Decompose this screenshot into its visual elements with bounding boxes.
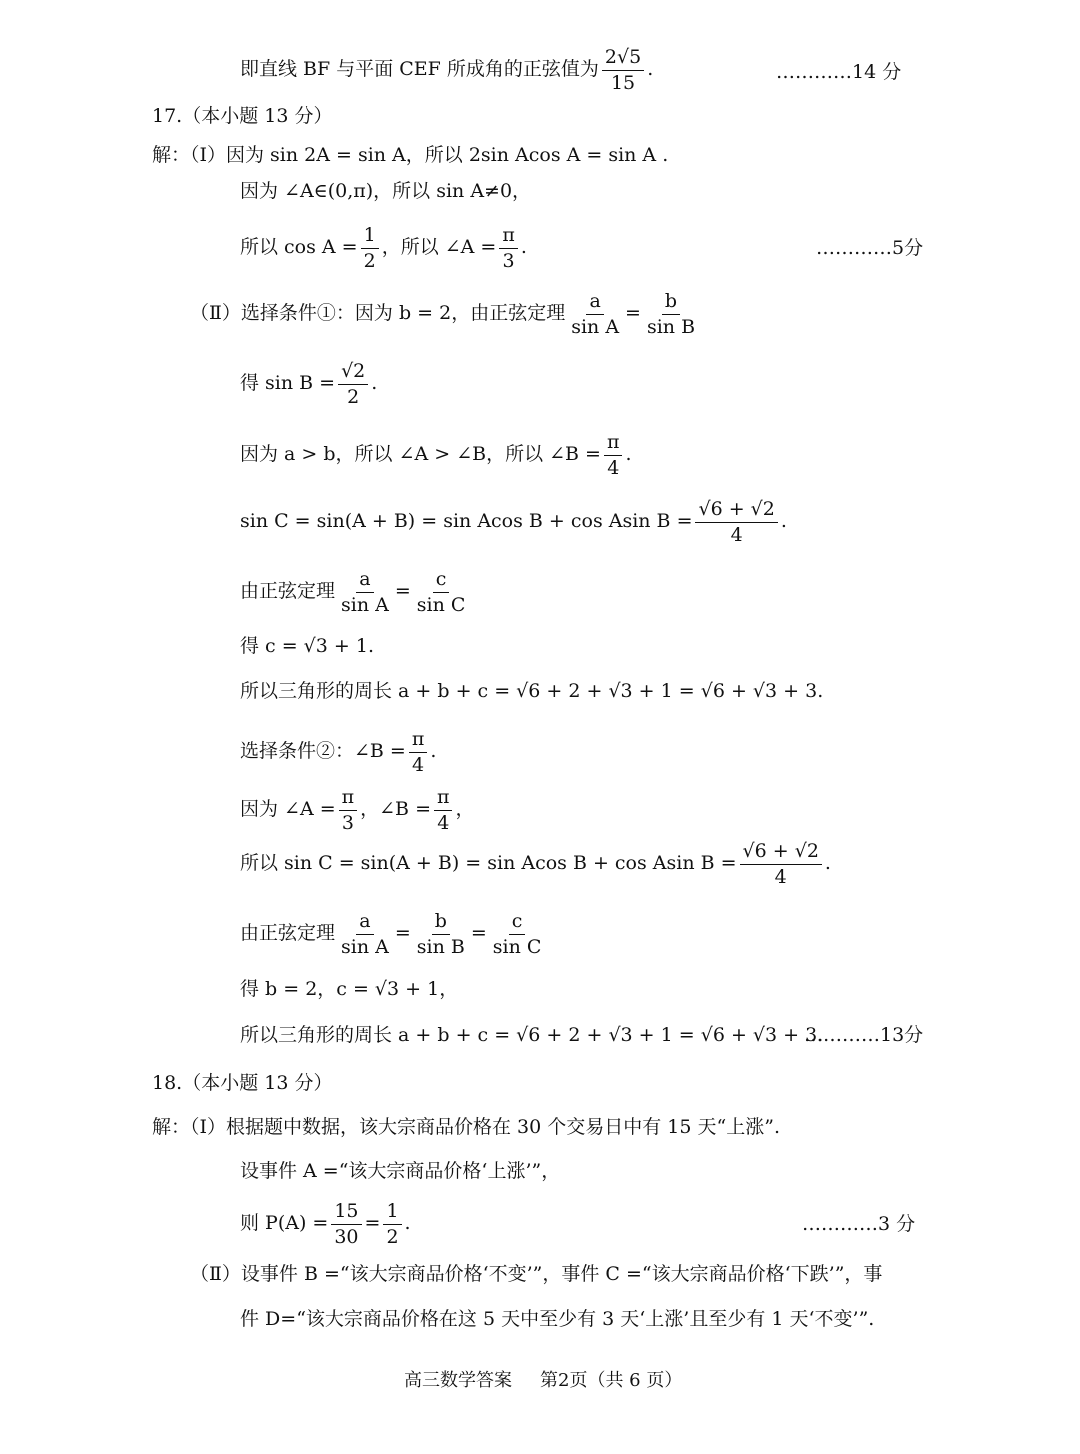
numerator: 15 [331, 1200, 361, 1225]
q17-line-15: 得 b = 2，c = √3 + 1， [240, 978, 459, 1000]
denominator: sin C [492, 935, 542, 958]
q17-header: 17.（本小题 13 分） [152, 105, 333, 127]
fraction [383, 1200, 401, 1249]
denominator: sin B [646, 315, 696, 338]
q17-line-12 [240, 786, 475, 835]
fraction [339, 786, 358, 835]
numerator: √6 + √2 [695, 498, 777, 523]
fraction-2sqrt5-over-15 [602, 46, 644, 95]
bf-sine-text: 即直线 BF 与平面 CEF 所成角的正弦值为 [240, 58, 599, 81]
q18-line-5: 件 D=“该大宗商品价格在这 5 天中至少有 3 天‘上涨’且至少有 1 天‘不变’”. [240, 1308, 875, 1330]
numerator: √6 + √2 [740, 840, 822, 865]
score-5: …………5分 [816, 237, 924, 259]
text: = [470, 922, 487, 945]
fraction [361, 224, 379, 273]
fraction [338, 360, 368, 409]
q17-line-7 [240, 498, 787, 547]
text: ，所以 ∠A = [381, 236, 497, 259]
q17-line-13 [240, 840, 831, 889]
text: 因为 a > b，所以 ∠A > ∠B，所以 ∠B = [240, 443, 601, 466]
q17-line-4 [190, 290, 701, 339]
numerator: c [433, 568, 450, 593]
denominator: sin A [571, 315, 620, 338]
text: = [394, 580, 411, 603]
denominator: 4 [437, 811, 450, 834]
fraction [490, 910, 545, 959]
numerator: a [586, 290, 603, 315]
numerator: 1 [383, 1200, 401, 1225]
fraction [499, 224, 518, 273]
text: 所以 sin C = sin(A + B) = sin Acos B + cos Asin B = [240, 852, 737, 875]
denominator: 3 [502, 249, 515, 272]
numerator: a [356, 568, 373, 593]
q18-line-4: （Ⅱ）设事件 B =“该大宗商品价格‘不变’”，事件 C =“该大宗商品价格‘下跌’”，事 [190, 1263, 883, 1285]
text: sin C = sin(A + B) = sin Acos B + cos Asin B = [240, 510, 693, 533]
q18-line-2: 设事件 A =“该大宗商品价格‘上涨’”， [240, 1160, 561, 1182]
fraction [740, 840, 822, 889]
q17-line-3 [240, 224, 527, 273]
fraction [409, 728, 428, 777]
fraction [695, 498, 777, 547]
q17-line-16: 所以三角形的周长 a + b + c = √6 + 2 + √3 + 1 = √6 + √3 + 3. [240, 1024, 824, 1046]
denominator: 4 [730, 523, 743, 546]
fraction [568, 290, 622, 339]
text: 则 P(A) = [240, 1212, 329, 1235]
text: = [394, 922, 411, 945]
text: . [430, 740, 437, 763]
numerator: b [432, 910, 450, 935]
footer-title: 高三数学答案 [404, 1370, 512, 1391]
numerator: √2 [338, 360, 368, 385]
text: 由正弦定理 [240, 922, 336, 945]
q18-line-1: 解：（Ⅰ）根据题中数据，该大宗商品价格在 30 个交易日中有 15 天“上涨”. [152, 1116, 780, 1138]
text: . [371, 372, 378, 395]
denominator: 15 [610, 71, 636, 94]
denominator: 4 [607, 456, 620, 479]
text: ， [455, 798, 475, 821]
denominator: 30 [334, 1225, 359, 1248]
denominator: sin B [416, 935, 465, 958]
q17-line-2: 因为 ∠A∈(0,π)，所以 sin A≠0， [240, 180, 532, 202]
text: 由正弦定理 [240, 580, 336, 603]
text: = [625, 302, 641, 325]
numerator: 1 [361, 224, 379, 249]
numerator: π [499, 224, 518, 249]
score-13: …………13分 [804, 1024, 924, 1046]
fraction [331, 1200, 361, 1249]
q18-header: 18.（本小题 13 分） [152, 1072, 333, 1094]
period: . [647, 58, 654, 81]
denominator: 2 [347, 385, 360, 408]
text: = [364, 1212, 381, 1235]
q17-line-1: 解：（Ⅰ）因为 sin 2A = sin A，所以 2sin Acos A = sin A . [152, 144, 669, 166]
denominator: 2 [363, 249, 376, 272]
text: 因为 ∠A = [240, 798, 336, 821]
q17-line-6 [240, 431, 632, 480]
score-3: …………3 分 [802, 1213, 916, 1235]
denominator: sin C [416, 593, 466, 616]
numerator: c [509, 910, 526, 935]
text: . [520, 236, 527, 259]
fraction [338, 568, 392, 617]
q17-line-5 [240, 360, 377, 409]
q18-line-3 [240, 1200, 411, 1249]
denominator: 3 [341, 811, 354, 834]
q17-line-10: 所以三角形的周长 a + b + c = √6 + 2 + √3 + 1 = √6 + √3 + 3. [240, 680, 824, 702]
text: . [824, 852, 831, 875]
denominator: 4 [412, 753, 425, 776]
q17-line-8 [240, 568, 471, 617]
numerator: π [409, 728, 428, 753]
fraction [434, 786, 453, 835]
fraction [644, 290, 698, 339]
text: 选择条件②：∠B = [240, 740, 406, 763]
text: . [625, 443, 632, 466]
denominator: 4 [774, 865, 787, 888]
numerator: π [604, 431, 623, 456]
denominator: sin A [341, 935, 389, 958]
q17-line-11 [240, 728, 436, 777]
denominator: sin A [341, 593, 389, 616]
numerator: 2√5 [602, 46, 644, 71]
text: 得 sin B = [240, 372, 336, 395]
fraction [338, 910, 392, 959]
text: ，∠B = [360, 798, 431, 821]
numerator: a [356, 910, 373, 935]
score-14: …………14 分 [776, 61, 902, 83]
line-bf-sine [240, 46, 653, 95]
denominator: 2 [386, 1225, 399, 1248]
fraction [414, 568, 469, 617]
fraction [414, 910, 468, 959]
numerator: π [434, 786, 453, 811]
q17-line-9: 得 c = √3 + 1. [240, 635, 375, 657]
footer-page-number: 第2页（共 6 页） [540, 1370, 683, 1391]
fraction [604, 431, 623, 480]
numerator: π [339, 786, 358, 811]
text: 所以 cos A = [240, 236, 358, 259]
q17-line-14 [240, 910, 547, 959]
numerator: b [662, 290, 680, 315]
text: . [404, 1212, 411, 1235]
text: . [780, 510, 787, 533]
text: （Ⅱ）选择条件①：因为 b = 2，由正弦定理 [190, 302, 566, 325]
